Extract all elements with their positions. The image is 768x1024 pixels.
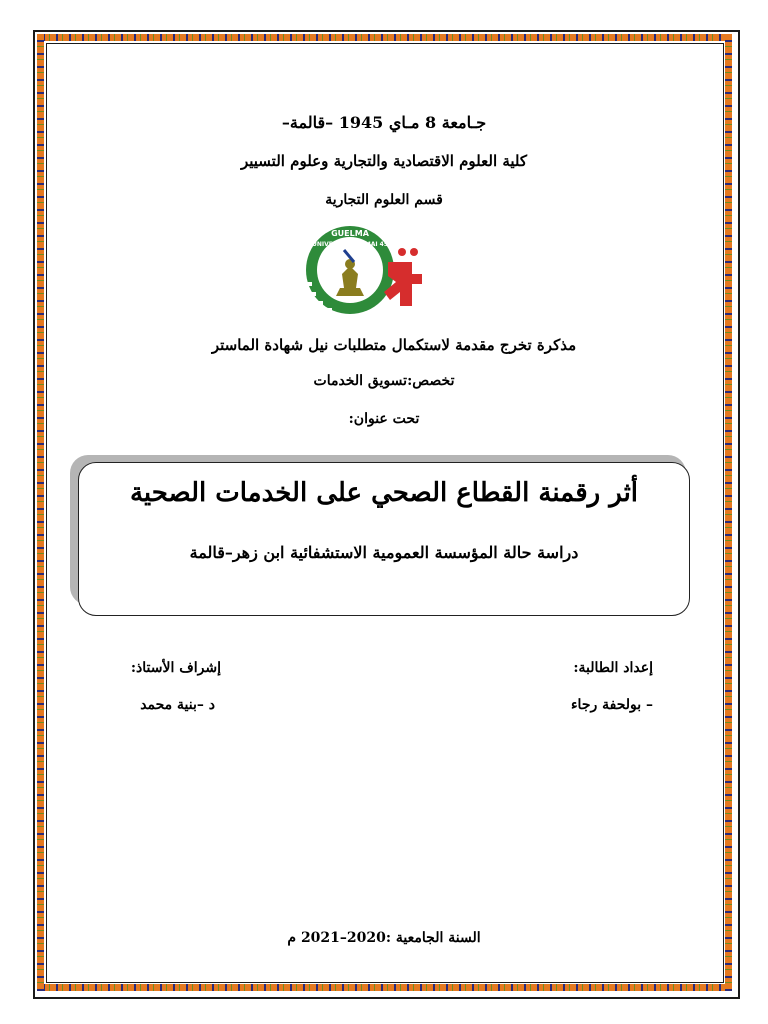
thesis-specialty: تخصص:تسويق الخدمات <box>313 373 455 389</box>
university-name: جـامعة 8 مـاي 1945 –قالمة– <box>281 113 487 132</box>
decorative-border-top <box>37 34 732 41</box>
decorative-border-left <box>37 34 44 991</box>
thesis-subtitle: دراسة حالة المؤسسة العمومية الاستشفائية ابن زهر–قالمة <box>189 543 579 562</box>
logo-text-top: GUELMA <box>331 229 369 238</box>
logo-text-ring: UNIVERSITE 08 MAI 45 <box>311 241 389 248</box>
department-name: قسم العلوم التجارية <box>325 192 443 208</box>
student-label: إعداد الطالبة: <box>573 660 653 676</box>
thesis-main-title: أثر رقمنة القطاع الصحي على الخدمات الصحية <box>129 478 639 508</box>
university-logo <box>302 222 432 322</box>
title-label: تحت عنوان: <box>348 411 420 427</box>
supervisor-label: إشراف الأستاذ: <box>130 660 221 676</box>
student-name: – بولحفة رجاء <box>570 697 653 713</box>
thesis-purpose: مذكرة تخرج مقدمة لاستكمال متطلبات نيل شهادة الماستر <box>211 336 577 354</box>
faculty-name: كلية العلوم الاقتصادية والتجارية وعلوم التسيير <box>240 152 528 170</box>
academic-year: السنة الجامعية :2020–2021 م <box>287 930 481 946</box>
decorative-border-bottom <box>37 984 732 991</box>
decorative-border-right <box>725 34 732 991</box>
supervisor-name: د –بنية محمد <box>140 697 215 713</box>
